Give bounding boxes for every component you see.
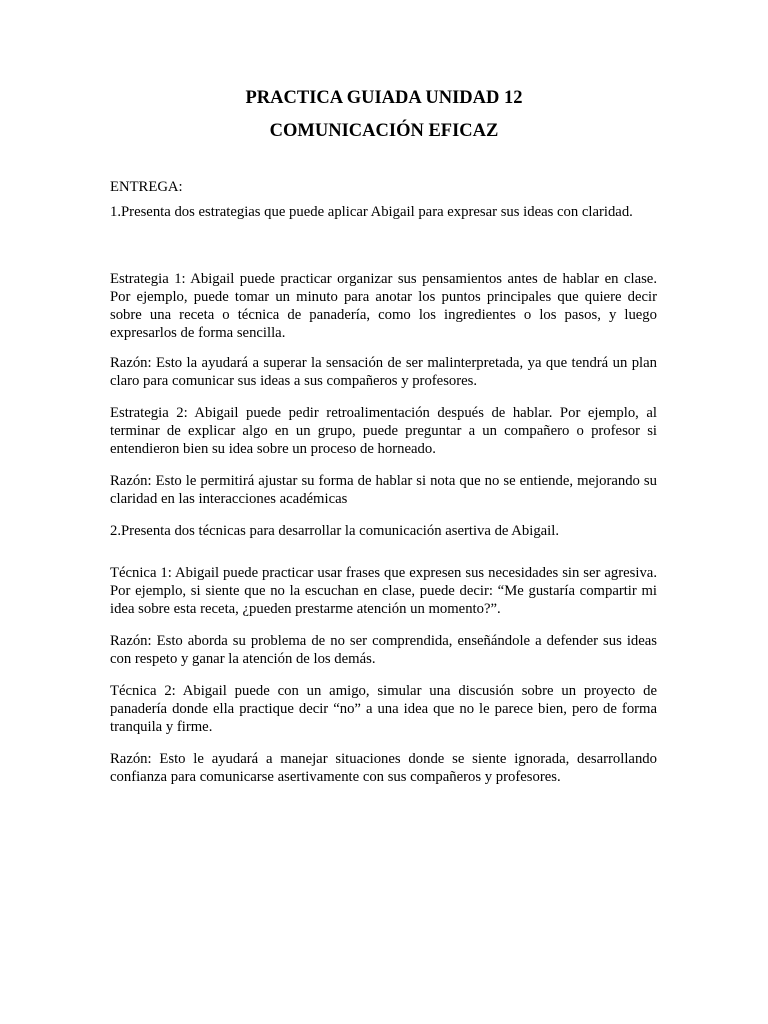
document-subtitle: COMUNICACIÓN EFICAZ [269, 121, 499, 141]
strategy-1-paragraph: Estrategia 1: Abigail puede practicar organizar sus pensamientos antes de hablar en clase. Por ejemplo, puede tomar un minuto para anotar los puntos principales que quiere decir sobre una receta o técnica de panadería, como los ingredientes o los pasos, y luego expresarlos de forma sencilla. [110, 271, 657, 341]
reason-2-paragraph: Razón: Esto le permitirá ajustar su forma de hablar si nota que no se entiende, mejorando su claridad en las interacciones académicas [110, 473, 657, 507]
delivery-label: ENTREGA: [110, 179, 183, 195]
question-1: 1.Presenta dos estrategias que puede aplicar Abigail para expresar sus ideas con claridad. [110, 204, 633, 220]
question-2: 2.Presenta dos técnicas para desarrollar la comunicación asertiva de Abigail. [110, 523, 560, 539]
strategy-2-paragraph: Estrategia 2: Abigail puede pedir retroalimentación después de hablar. Por ejemplo, al terminar de explicar algo en un grupo, puede preguntar a un compañero o profesor si entendieron bien su idea sobre un proceso de horneado. [110, 405, 657, 457]
technique-2-paragraph: Técnica 2: Abigail puede con un amigo, simular una discusión sobre un proyecto de panadería donde ella practique decir “no” a una idea que no le parece bien, pero de forma tranquila y firme. [110, 683, 657, 735]
document-title: PRACTICA GUIADA UNIDAD 12 [245, 88, 523, 108]
reason-4-paragraph: Razón: Esto le ayudará a manejar situaciones donde se siente ignorada, desarrollando confianza para comunicarse asertivamente con sus compañeros y profesores. [110, 751, 657, 785]
reason-3-paragraph: Razón: Esto aborda su problema de no ser comprendida, enseñándole a defender sus ideas con respeto y ganar la atención de los demás. [110, 633, 657, 667]
technique-1-paragraph: Técnica 1: Abigail puede practicar usar frases que expresen sus necesidades sin ser agresiva. Por ejemplo, si siente que no la escuchan en clase, puede decir: “Me gustaría compartir mi idea sobre esta receta, ¿pueden prestarme atención un momento?”. [110, 565, 657, 617]
reason-1-paragraph: Razón: Esto la ayudará a superar la sensación de ser malinterpretada, ya que tendrá un plan claro para comunicar sus ideas a sus compañeros y profesores. [110, 355, 657, 389]
